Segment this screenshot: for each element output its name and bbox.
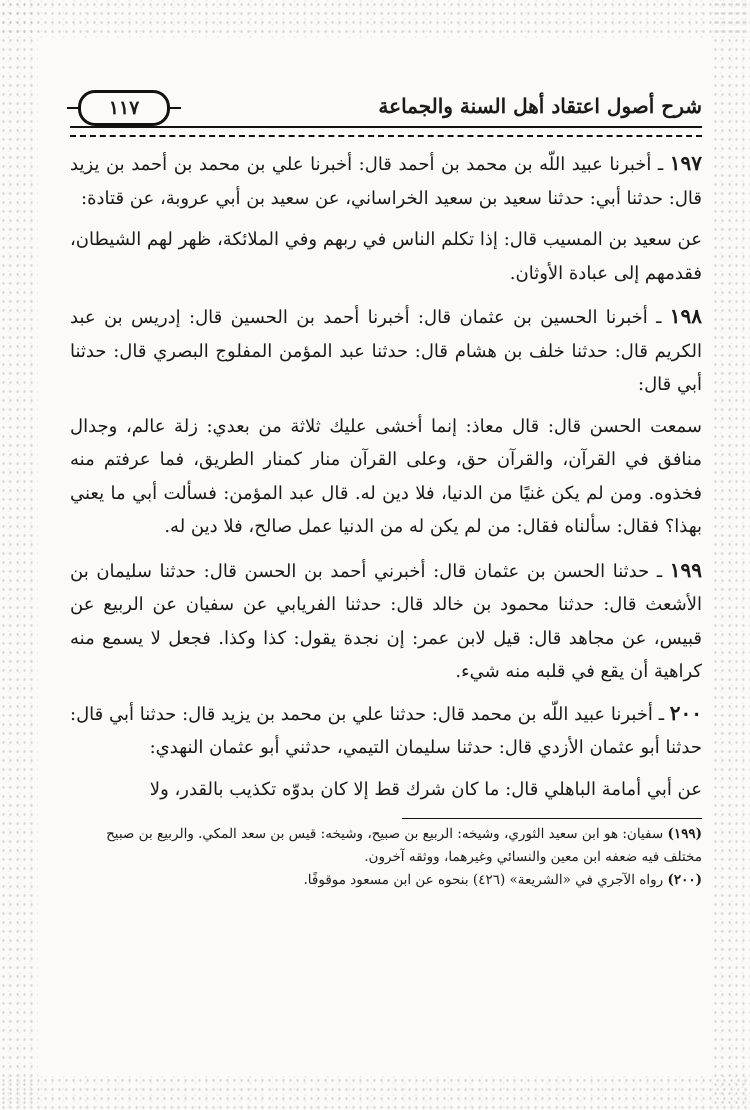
page-number-badge: ١١٧ xyxy=(78,90,170,126)
paragraph-200-text xyxy=(70,773,702,807)
page-body xyxy=(70,147,702,806)
paragraph-text: سمعت الحسن قال: قال معاذ: إنما أخشى عليك ثلاثة من بعدي: زلة عالم، وجدال منافق في القرآن، والقرآن حق، وعلى القرآن منار كمنار الطريق، فما عرفتم منه فخذوه. ومن لم يكن غنيًا من الدنيا، فلا دين له. قال عبد المؤمن: فسألت أبي ما يعني بهذا؟ فقال: سألناه فقال: من لم يكن له من الدنيا عمل صالح، فلا دين له. xyxy=(70,415,702,537)
hadith-number: ٢٠٠ xyxy=(669,700,702,725)
paragraph-text: ـ حدثنا الحسن بن عثمان قال: أخبرني أحمد بن الحسن قال: حدثنا سليمان بن الأشعث قال: حدثنا محمود بن خالد قال: حدثنا الفريابي عن سفيان عن الربيع عن قبيس، عن مجاهد قال: قيل لابن عمر: إن نجدة يقول: كذا وكذا. فجعل لا يسمع منه كراهية أن يقع في قلبه منه شيء. xyxy=(70,560,703,682)
paragraph-197-text xyxy=(70,223,702,290)
paragraph-198 xyxy=(70,300,702,402)
paragraph-200 xyxy=(70,697,702,765)
hadith-number: ١٩٧ xyxy=(669,151,702,175)
footnote-text: رواه الآجري في «الشريعة» (٤٢٦) بنحوه عن ابن مسعود موقوفًا. xyxy=(303,872,664,888)
page-edge-texture-right xyxy=(712,0,750,1110)
footnote-199 xyxy=(70,823,702,869)
paragraph-text: ـ أخبرنا عبيد اللّه بن محمد بن أحمد قال: أخبرنا علي بن محمد بن أحمد بن يزيد قال: حدثنا أبي: حدثنا سعيد بن سعيد الخراساني، عن سعيد بن أبي عروبة، عن قتادة: xyxy=(70,154,702,209)
paragraph-text: عن سعيد بن المسيب قال: إذا تكلم الناس في ربهم وفي الملائكة، ظهر لهم الشيطان، فقدمهم إلى عبادة الأوثان. xyxy=(70,229,702,284)
paragraph-199 xyxy=(70,554,702,689)
page-header xyxy=(70,88,702,124)
page-edge-texture-top xyxy=(0,0,750,38)
running-title: شرح أصول اعتقاد أهل السنة والجماعة xyxy=(378,94,702,118)
footnote-text: سفيان: هو ابن سعيد الثوري، وشيخه: الربيع بن صبيح، وشيخه: قيس بن سعد المكي. والربيع بن صبيح مختلف فيه ضعفه ابن معين والنسائي وغيرهما، ووثقه آخرون. xyxy=(106,826,702,865)
page-edge-texture-left xyxy=(0,0,38,1110)
paragraph-text: عن أبي أمامة الباهلي قال: ما كان شرك قط إلا كان بدوّه تكذيب بالقدر، ولا xyxy=(149,778,702,800)
book-page xyxy=(70,88,702,1088)
footnote-number: (١٩٩) xyxy=(667,826,702,842)
hadith-number: ١٩٩ xyxy=(669,557,702,582)
footnotes xyxy=(70,823,702,892)
footnote-number: (٢٠٠) xyxy=(667,872,702,888)
footnote-200 xyxy=(70,869,702,892)
paragraph-197 xyxy=(70,147,702,215)
footnote-rule xyxy=(402,818,702,819)
hadith-number: ١٩٨ xyxy=(669,304,702,328)
paragraph-text: ـ أخبرنا عبيد اللّه بن محمد قال: حدثنا علي بن محمد بن يزيد قال: حدثنا أبي قال: حدثنا أبو عثمان الأزدي قال: حدثنا سليمان التيمي، حدثني أبو عثمان النهدي: xyxy=(70,703,702,758)
paragraph-text: ـ أخبرنا الحسين بن عثمان قال: أخبرنا أحمد بن الحسين قال: إدريس بن عبد الكريم قال: حدثنا خلف بن هشام قال: حدثنا عبد المؤمن المفلوج البصري قال: حدثنا أبي قال: xyxy=(70,307,702,395)
header-rule xyxy=(70,126,702,137)
paragraph-198-text xyxy=(70,410,702,544)
